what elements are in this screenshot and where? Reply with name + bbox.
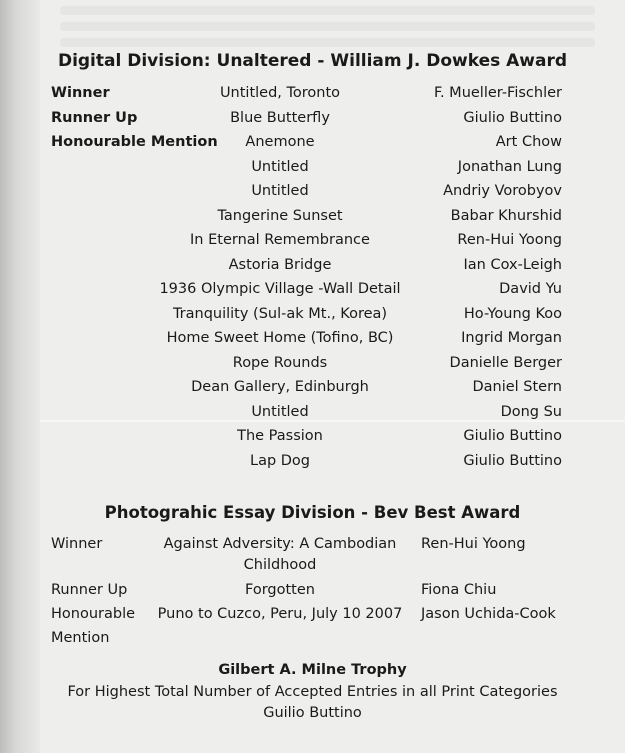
essay-honourable-title: Puno to Cuzco, Peru, July 10 2007: [157, 606, 403, 622]
digital-photographer: Giulio Buttino: [463, 110, 562, 126]
digital-image-title: Dean Gallery, Edinburgh: [191, 379, 369, 395]
essay-honourable-label-continued: Mention: [51, 630, 110, 646]
digital-photographer: Ho-Young Koo: [463, 306, 562, 322]
digital-photographer: Giulio Buttino: [463, 428, 562, 444]
trophy-description: For Highest Total Number of Accepted Entries in all Print Categories: [67, 684, 558, 700]
digital-image-title: Home Sweet Home (Tofino, BC): [166, 330, 394, 346]
digital-image-title: The Passion: [237, 428, 323, 444]
bleed-through-text: [60, 6, 595, 15]
digital-image-title: Untitled: [251, 183, 309, 199]
digital-image-title: Untitled, Toronto: [219, 85, 341, 101]
digital-photographer: Danielle Berger: [449, 355, 562, 371]
essay-runner-up-author: Fiona Chiu: [421, 582, 497, 598]
essay-winner-title-continued: Childhood: [243, 557, 317, 573]
digital-image-title: Tranquility (Sul-ak Mt., Korea): [172, 306, 388, 322]
digital-photographer: Ingrid Morgan: [461, 330, 562, 346]
digital-photographer: Ren-Hui Yoong: [457, 232, 562, 248]
digital-photographer: Giulio Buttino: [463, 453, 562, 469]
digital-image-title: Astoria Bridge: [228, 257, 332, 273]
digital-photographer: David Yu: [499, 281, 562, 297]
digital-photographer: Andriy Vorobyov: [443, 183, 562, 199]
digital-photographer: Babar Khurshid: [450, 208, 562, 224]
digital-award-label: Honourable Mention: [51, 134, 218, 150]
digital-photographer: Ian Cox-Leigh: [463, 257, 562, 273]
digital-image-title: Untitled: [251, 404, 309, 420]
digital-image-title: Anemone: [245, 134, 315, 150]
digital-image-title: Lap Dog: [249, 453, 311, 469]
digital-award-label: Runner Up: [51, 110, 138, 126]
bleed-through-text: [60, 38, 595, 47]
essay-runner-up-label: Runner Up: [51, 582, 128, 598]
digital-photographer: Dong Su: [500, 404, 562, 420]
essay-honourable-label: Honourable: [51, 606, 136, 622]
digital-image-title: Rope Rounds: [232, 355, 328, 371]
digital-division-heading: Digital Division: Unaltered - William J. Dowkes Award: [57, 51, 568, 71]
digital-image-title: In Eternal Remembrance: [190, 232, 370, 248]
essay-division-heading: Photograhic Essay Division - Bev Best Award: [104, 503, 521, 522]
digital-image-title: 1936 Olympic Village -Wall Detail: [159, 281, 401, 297]
digital-image-title: Untitled: [251, 159, 309, 175]
essay-honourable-author: Jason Uchida-Cook: [421, 606, 556, 622]
trophy-recipient: Guilio Buttino: [263, 705, 362, 721]
digital-award-label: Winner: [51, 85, 110, 101]
digital-image-title: Tangerine Sunset: [217, 208, 343, 224]
bleed-through-text: [60, 22, 595, 31]
trophy-title: Gilbert A. Milne Trophy: [218, 662, 407, 678]
paper-fold: [40, 420, 625, 422]
digital-photographer: Art Chow: [495, 134, 562, 150]
essay-winner-title: Against Adversity: A Cambodian: [163, 536, 397, 552]
digital-photographer: F. Mueller-Fischler: [433, 85, 562, 101]
page-shadow: [0, 0, 40, 753]
digital-photographer: Daniel Stern: [472, 379, 562, 395]
digital-photographer: Jonathan Lung: [457, 159, 562, 175]
essay-winner-label: Winner: [51, 536, 103, 552]
essay-runner-up-title: Forgotten: [245, 582, 315, 598]
essay-winner-author: Ren-Hui Yoong: [421, 536, 526, 552]
digital-image-title: Blue Butterfly: [230, 110, 330, 126]
